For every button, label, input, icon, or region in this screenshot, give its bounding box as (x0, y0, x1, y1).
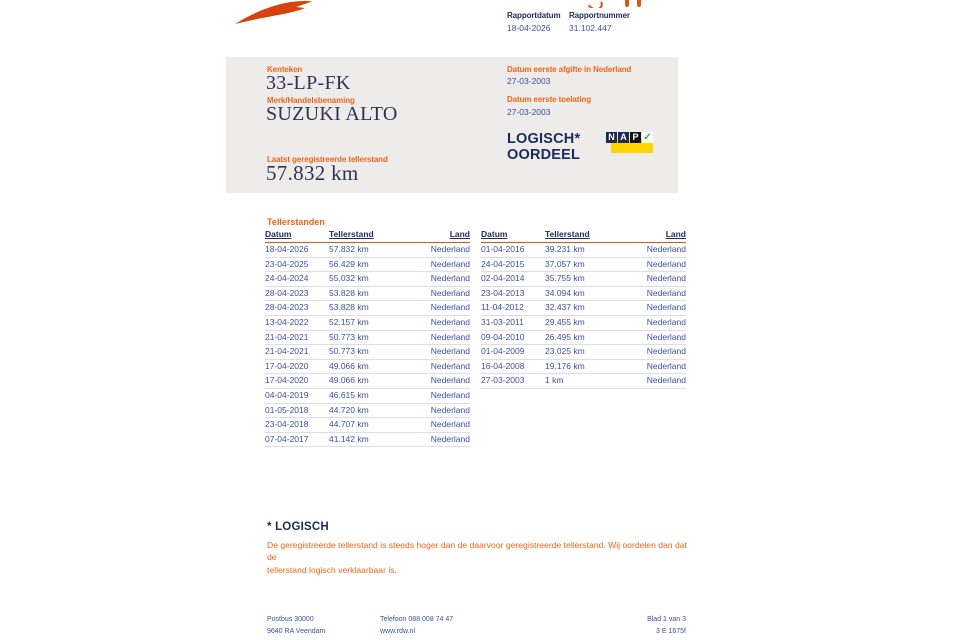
cell-land: Nederland (646, 287, 686, 298)
table-header (265, 229, 470, 243)
table-row (265, 374, 470, 389)
cell-land: Nederland (430, 287, 470, 298)
table-header (481, 229, 686, 243)
cell-tellerstand: 39.231 km (545, 244, 585, 254)
cell-datum: 01-05-2018 (265, 404, 309, 415)
cell-datum: 11-04-2012 (481, 302, 524, 313)
cell-land: Nederland (646, 302, 686, 313)
cell-land: Nederland (646, 331, 686, 342)
kenteken-label: Kenteken (267, 65, 303, 74)
cell-tellerstand: 50.773 km (329, 331, 369, 342)
cell-land: Nederland (430, 316, 470, 327)
cell-datum: 01-04-2009 (481, 346, 525, 357)
table-row (481, 258, 686, 273)
merk-label: Merk/Handelsbenaming (267, 96, 355, 105)
cell-datum: 18-04-2026 (265, 244, 309, 254)
cell-tellerstand: 53.828 km (329, 287, 369, 298)
page-footer (267, 616, 686, 640)
table-row (481, 374, 686, 389)
cell-tellerstand: 52.157 km (329, 316, 369, 327)
cell-tellerstand: 44.707 km (329, 419, 369, 430)
cell-tellerstand: 56.429 km (329, 258, 369, 269)
table-row (265, 389, 470, 404)
cell-tellerstand: 1 km (545, 375, 564, 386)
cell-land: Nederland (646, 244, 686, 254)
table-row (265, 316, 470, 331)
table-row (481, 345, 686, 360)
table-body (265, 243, 470, 447)
cell-datum: 02-04-2014 (481, 273, 525, 284)
table-row (481, 287, 686, 302)
table-row (265, 360, 470, 375)
cell-datum: 27-03-2003 (481, 375, 525, 386)
footnote-line1: De geregistreerde tellerstand is steeds hoger dan de daarvoor geregistreerde tellerstand. Wij oordelen dan dat de (267, 540, 687, 563)
header-land: Land (449, 229, 470, 239)
table-row (265, 345, 470, 360)
cell-land: Nederland (646, 346, 686, 357)
header-datum: Datum (481, 229, 508, 239)
cell-land: Nederland (646, 375, 686, 386)
cell-tellerstand: 29.455 km (545, 316, 585, 327)
cell-datum: 23-04-2025 (265, 258, 309, 269)
cell-tellerstand: 55.032 km (329, 273, 369, 284)
nap-letter-n: N (606, 132, 617, 143)
footer-website: www.rdw.nl (380, 628, 416, 635)
footer-address-line2: 9640 RA Veendam (267, 628, 326, 635)
cell-datum: 04-04-2019 (265, 389, 309, 400)
cell-tellerstand: 57.832 km (329, 244, 369, 254)
cell-tellerstand: 37.057 km (545, 258, 585, 269)
table-row (265, 272, 470, 287)
cell-land: Nederland (430, 346, 470, 357)
cell-datum: 16-04-2008 (481, 360, 525, 371)
rapportdatum-label: Rapportdatum (507, 11, 561, 20)
cell-datum: 31-03-2011 (481, 316, 524, 327)
cell-land: Nederland (646, 360, 686, 371)
cell-land: Nederland (430, 331, 470, 342)
cell-tellerstand: 34.094 km (545, 287, 585, 298)
footer-address-line1: Postbus 30000 (267, 616, 314, 623)
footer-form-code: 3 E 1675f (656, 628, 686, 635)
table-row (265, 331, 470, 346)
cell-tellerstand: 26.495 km (545, 331, 585, 342)
kenteken-value: 33-LP-FK (266, 72, 351, 94)
header-tellerstand: Tellerstand (329, 229, 374, 239)
cell-tellerstand: 41.142 km (329, 433, 369, 444)
toelating-value: 27-03-2003 (507, 107, 551, 117)
oordeel-verdict (507, 131, 580, 163)
footnote-title: * LOGISCH (267, 521, 329, 533)
cell-land: Nederland (646, 258, 686, 269)
nap-letter-p: P (630, 132, 641, 143)
cell-land: Nederland (430, 419, 470, 430)
tellerstanden-title: Tellerstanden (267, 217, 325, 227)
rapportdatum-value: 18-04-2026 (507, 23, 551, 33)
table-row (265, 243, 470, 258)
table-body (481, 243, 686, 389)
table-row (481, 360, 686, 375)
cell-tellerstand: 46.615 km (329, 389, 369, 400)
table-row (265, 301, 470, 316)
cell-datum: 24-04-2015 (481, 258, 525, 269)
table-row (265, 418, 470, 433)
table-row (265, 433, 470, 448)
laatst-tellerstand-label: Laatst geregistreerde tellerstand (267, 155, 388, 164)
cell-land: Nederland (430, 360, 470, 371)
cell-tellerstand: 44.720 km (329, 404, 369, 415)
cell-datum: 28-04-2023 (265, 287, 309, 298)
cell-tellerstand: 32.437 km (545, 302, 585, 313)
table-row (265, 404, 470, 419)
cell-tellerstand: 50.773 km (329, 346, 369, 357)
cell-tellerstand: 49.066 km (329, 360, 369, 371)
cell-land: Nederland (430, 389, 470, 400)
cell-datum: 09-04-2010 (481, 331, 525, 342)
report-meta (507, 11, 630, 33)
table-row (481, 331, 686, 346)
cell-land: Nederland (430, 273, 470, 284)
afgifte-value: 27-03-2003 (507, 76, 551, 86)
oordeel-line1: LOGISCH* (507, 131, 581, 147)
rapportnummer-value: 31.102.447 (569, 23, 612, 33)
cell-land: Nederland (646, 316, 686, 327)
nap-logo-icon (606, 131, 654, 154)
table-row (265, 287, 470, 302)
rdw-logo-swoosh-icon (233, 0, 313, 25)
tellerstanden-table-right (481, 229, 686, 389)
laatst-tellerstand-value: 57.832 km (266, 161, 359, 185)
cell-tellerstand: 53.828 km (329, 302, 369, 313)
tellerstanden-table-left (265, 229, 470, 447)
merk-value: SUZUKI ALTO (266, 103, 398, 125)
cell-datum: 28-04-2023 (265, 302, 309, 313)
table-row (481, 243, 686, 258)
cell-tellerstand: 19.176 km (545, 360, 585, 371)
rapportnummer-label: Rapportnummer (569, 11, 630, 20)
table-row (481, 301, 686, 316)
cell-land: Nederland (646, 273, 686, 284)
header-land: Land (665, 229, 686, 239)
cell-tellerstand: 49.066 km (329, 375, 369, 386)
cell-datum: 24-04-2024 (265, 273, 309, 284)
cropped-title-fragment (585, 0, 647, 8)
nap-letter-a: A (618, 132, 629, 143)
footnote-text (267, 539, 687, 576)
afgifte-label: Datum eerste afgifte in Nederland (507, 65, 632, 74)
table-row (481, 272, 686, 287)
cell-land: Nederland (430, 244, 470, 254)
footnote-line2: tellerstand logisch verklaarbaar is. (267, 564, 397, 575)
cell-datum: 13-04-2022 (265, 316, 309, 327)
cell-land: Nederland (430, 375, 470, 386)
cell-tellerstand: 35.755 km (545, 273, 585, 284)
cell-datum: 07-04-2017 (265, 433, 309, 444)
header-tellerstand: Tellerstand (545, 229, 590, 239)
cell-land: Nederland (430, 258, 470, 269)
table-row (265, 258, 470, 273)
oordeel-line2: OORDEEL (507, 147, 581, 163)
table-row (481, 316, 686, 331)
footer-page-indicator: Blad 1 van 3 (647, 616, 686, 623)
cell-land: Nederland (430, 433, 470, 444)
cell-datum: 17-04-2020 (265, 375, 309, 386)
cell-datum: 21-04-2021 (265, 346, 309, 357)
cell-datum: 23-04-2018 (265, 419, 309, 430)
cell-datum: 21-04-2021 (265, 331, 309, 342)
toelating-label: Datum eerste toelating (507, 95, 592, 104)
cell-land: Nederland (430, 404, 470, 415)
nap-checkmark-icon: ✓ (643, 132, 652, 143)
cell-land: Nederland (430, 302, 470, 313)
cell-datum: 23-04-2013 (481, 287, 525, 298)
cell-datum: 17-04-2020 (265, 360, 309, 371)
cell-tellerstand: 23.025 km (545, 346, 585, 357)
header-datum: Datum (265, 229, 292, 239)
cell-datum: 01-04-2016 (481, 244, 525, 254)
footer-phone: Telefoon 088 008 74 47 (380, 616, 454, 623)
